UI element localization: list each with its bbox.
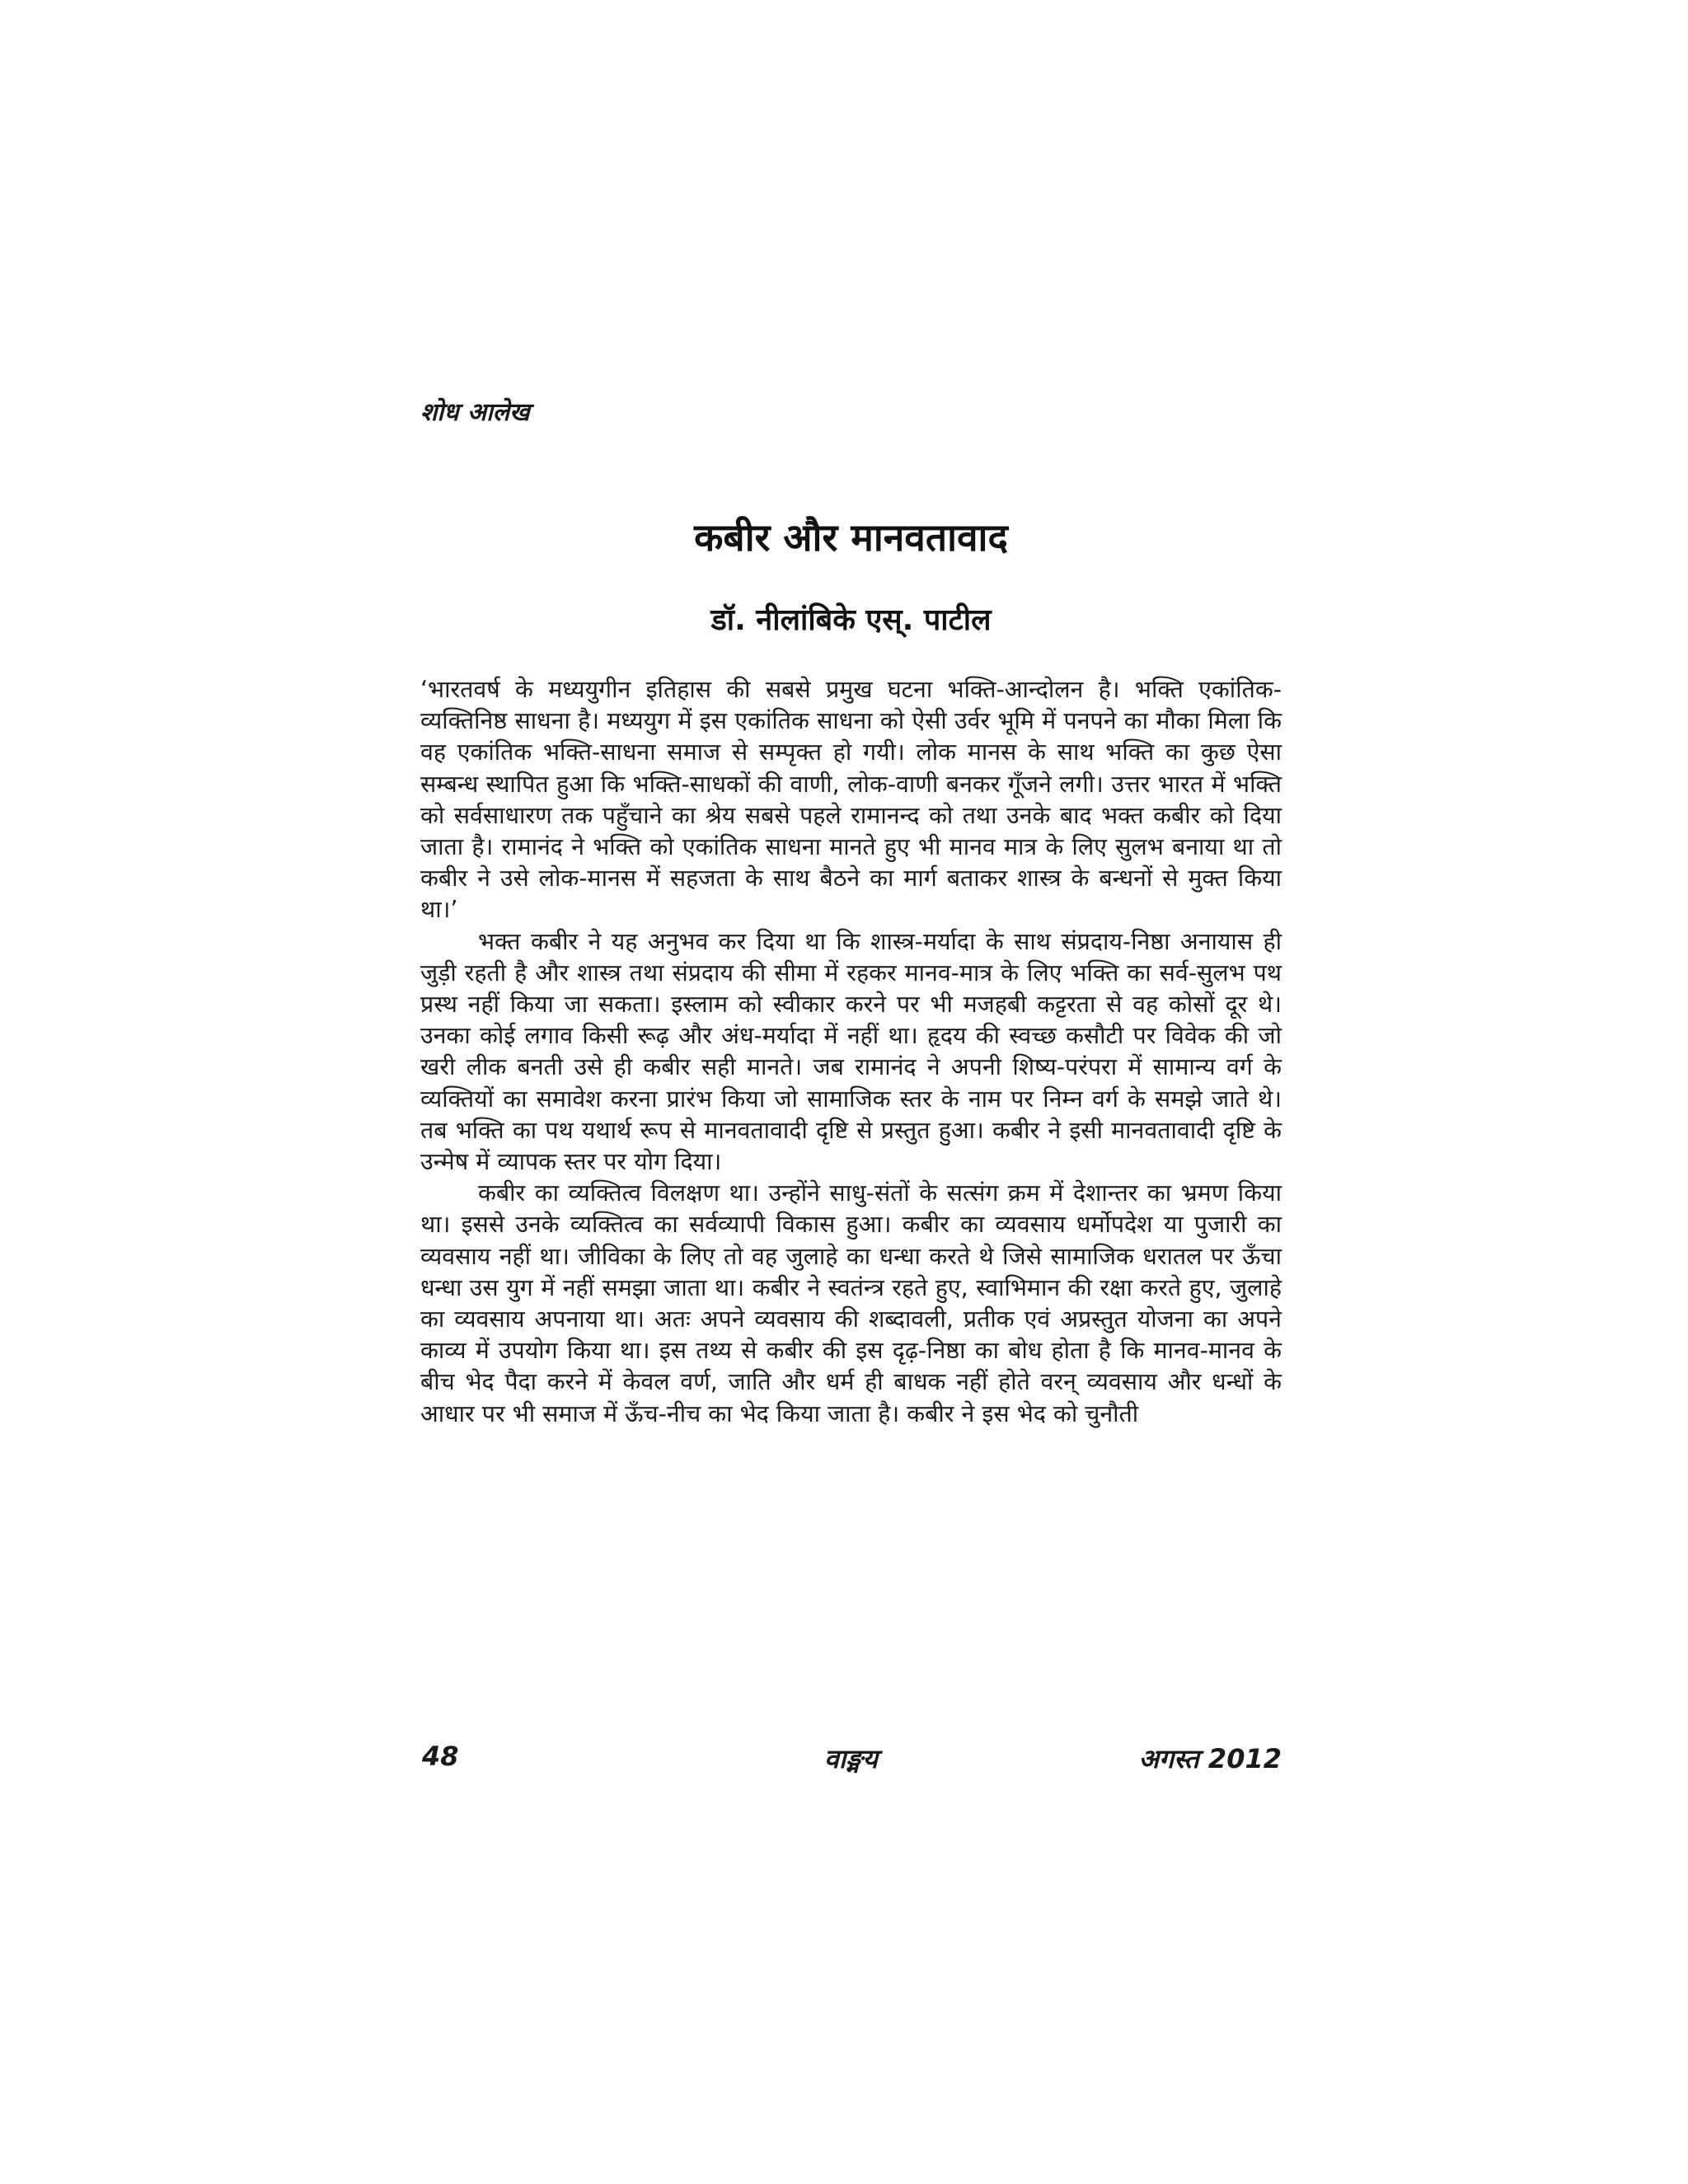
article-title: कबीर और मानवतावाद bbox=[694, 515, 1008, 560]
paragraph-3: कबीर का व्यक्तित्व विलक्षण था। उन्होंने साधु-संतों के सत्संग क्रम में देशान्तर का भ्रमण किया था। इससे उनके व्यक्तित्व का सर्वव्यापी विकास हुआ। कबीर का व्यवसाय धर्मोपदेश या पुजारी का व्यवसाय नहीं था। जीविका के लिए तो वह जुलाहे का धन्धा करते थे जिसे सामाजिक धरातल पर ऊँचा धन्धा उस युग में नहीं समझा जाता था। कबीर ने स्वतंन्त्र रहते हुए, स्वाभिमान की रक्षा करते हुए, जुलाहे का व्यवसाय अपनाया था। अतः अपने व्यवसाय की शब्दावली, प्रतीक एवं अप्रस्तुत योजना का अपने काव्य में उपयोग किया था। इस तथ्य से कबीर की इस दृढ़-निष्ठा का बोध होता है कि मानव-मानव के बीच भेद पैदा करने में केवल वर्ण, जाति और धर्म ही बाधक नहीं होते वरन् व्यवसाय और धन्धों के आधार पर भी समाज में ऊँच-नीच का भेद किया जाता है। कबीर ने इस भेद को चुनौती bbox=[420, 1179, 1282, 1427]
section-label: शोध आलेख bbox=[420, 398, 530, 427]
article-body bbox=[420, 674, 1282, 1430]
paragraph-intro-quote: ‘भारतवर्ष के मध्ययुगीन इतिहास की सबसे प्रमुख घटना भक्ति-आन्दोलन है। भक्ति एकांतिक-व्यक्तिनिष्ठ साधना है। मध्ययुग में इस एकांतिक साधना को ऐसी उर्वर भूमि में पनपने का मौका मिला कि वह एकांतिक भक्ति-साधना समाज से सम्पृक्त हो गयी। लोक मानस के साथ भक्ति का कुछ ऐसा सम्बन्ध स्थापित हुआ कि भक्ति-साधकों की वाणी, लोक-वाणी बनकर गूँजने लगी। उत्तर भारत में भक्ति को सर्वसाधारण तक पहुँचाने का श्रेय सबसे पहले रामानन्द को तथा उनके बाद भक्त कबीर को दिया जाता है। रामानंद ने भक्ति को एकांतिक साधना मानते हुए भी मानव मात्र के लिए सुलभ बनाया था तो कबीर ने उसे लोक-मानस में सहजता के साथ बैठने का मार्ग बताकर शास्त्र के बन्धनों से मुक्त किया था।’ bbox=[420, 676, 1282, 924]
issue-date: अगस्त 2012 bbox=[1138, 1743, 1282, 1774]
page-footer bbox=[420, 1741, 1282, 1777]
journal-name: वाङ्मय bbox=[824, 1743, 878, 1774]
author-name: डॉ. नीलांबिके एस्. पाटील bbox=[710, 603, 992, 637]
paragraph-2: भक्त कबीर ने यह अनुभव कर दिया था कि शास्त्र-मर्यादा के साथ संप्रदाय-निष्ठा अनायास ही जुड़ी रहती है और शास्त्र तथा संप्रदाय की सीमा में रहकर मानव-मात्र के लिए भक्ति का सर्व-सुलभ पथ प्रस्थ नहीं किया जा सकता। इस्लाम को स्वीकार करने पर भी मजहबी कट्टरता से वह कोसों दूर थे। उनका कोई लगाव किसी रूढ़ और अंध-मर्यादा में नहीं था। हृदय की स्वच्छ कसौटी पर विवेक की जो खरी लीक बनती उसे ही कबीर सही मानते। जब रामानंद ने अपनी शिष्य-परंपरा में सामान्य वर्ग के व्यक्तियों का समावेश करना प्रारंभ किया जो सामाजिक स्तर के नाम पर निम्न वर्ग के समझे जाते थे। तब भक्ति का पथ यथार्थ रूप से मानवतावादी दृष्टि से प्रस्तुत हुआ। कबीर ने इसी मानवतावादी दृष्टि के उन्मेष में व्यापक स्तर पर योग दिया। bbox=[420, 927, 1282, 1176]
page-number: 48 bbox=[422, 1741, 459, 1772]
